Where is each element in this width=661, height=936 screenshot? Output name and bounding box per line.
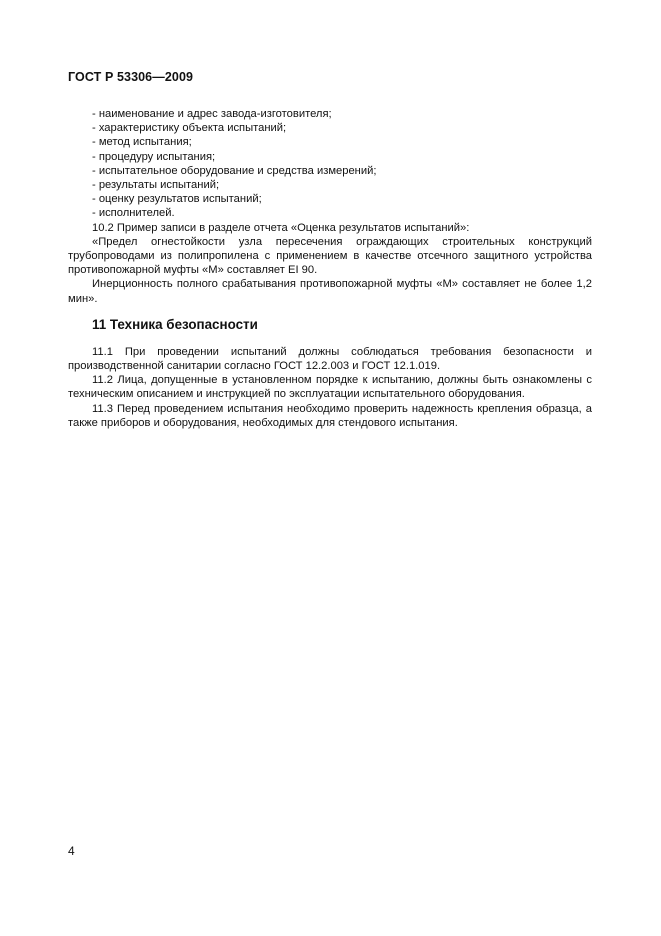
- list-item: - характеристику объекта испытаний;: [92, 122, 287, 135]
- page-number: 4: [68, 844, 75, 858]
- list-item: - оценку результатов испытаний;: [92, 193, 262, 206]
- list-item: - наименование и адрес завода-изготовителя;: [92, 108, 332, 120]
- clause-10-2-example-paragraph: Инерционность полного срабатывания противопожарной муфты «М» составляет не более 1,2 мин».: [68, 278, 592, 305]
- list-item: - процедуру испытания;: [92, 150, 216, 163]
- document-body: [68, 107, 592, 430]
- list-item: - метод испытания;: [92, 136, 192, 149]
- document-code-header: ГОСТ Р 53306—2009: [68, 70, 194, 84]
- section-heading: 11 Техника безопасности: [92, 316, 258, 332]
- clause-paragraph: 11.1 При проведении испытаний должны соблюдаться требования безопасности и производственной санитарии согласно ГОСТ 12.2.003 и ГОСТ 12.1.019.: [68, 345, 592, 373]
- clause-paragraph: 11.2 Лица, допущенные в установленном порядке к испытанию, должны быть ознакомлены с техническим описанием и инструкцией по эксплуатации испытательного оборудования.: [68, 374, 592, 401]
- list-item: - исполнителей.: [92, 207, 175, 220]
- clause-10-2-example-paragraph: «Предел огнестойкости узла пересечения ограждающих строительных конструкций трубопроводами из полипропилена с применением в качестве отсечного защитного устройства противопожарной муфты «М» составляет EI 90.: [68, 235, 592, 277]
- clause-10-2-intro: 10.2 Пример записи в разделе отчета «Оценка результатов испытаний»:: [92, 221, 470, 234]
- list-item: - результаты испытаний;: [92, 179, 220, 192]
- clause-paragraph: 11.3 Перед проведением испытания необходимо проверить надежность крепления образца, а также приборов и оборудования, необходимых для стендового испытания.: [68, 402, 592, 429]
- list-item: - испытательное оборудование и средства измерений;: [92, 164, 377, 177]
